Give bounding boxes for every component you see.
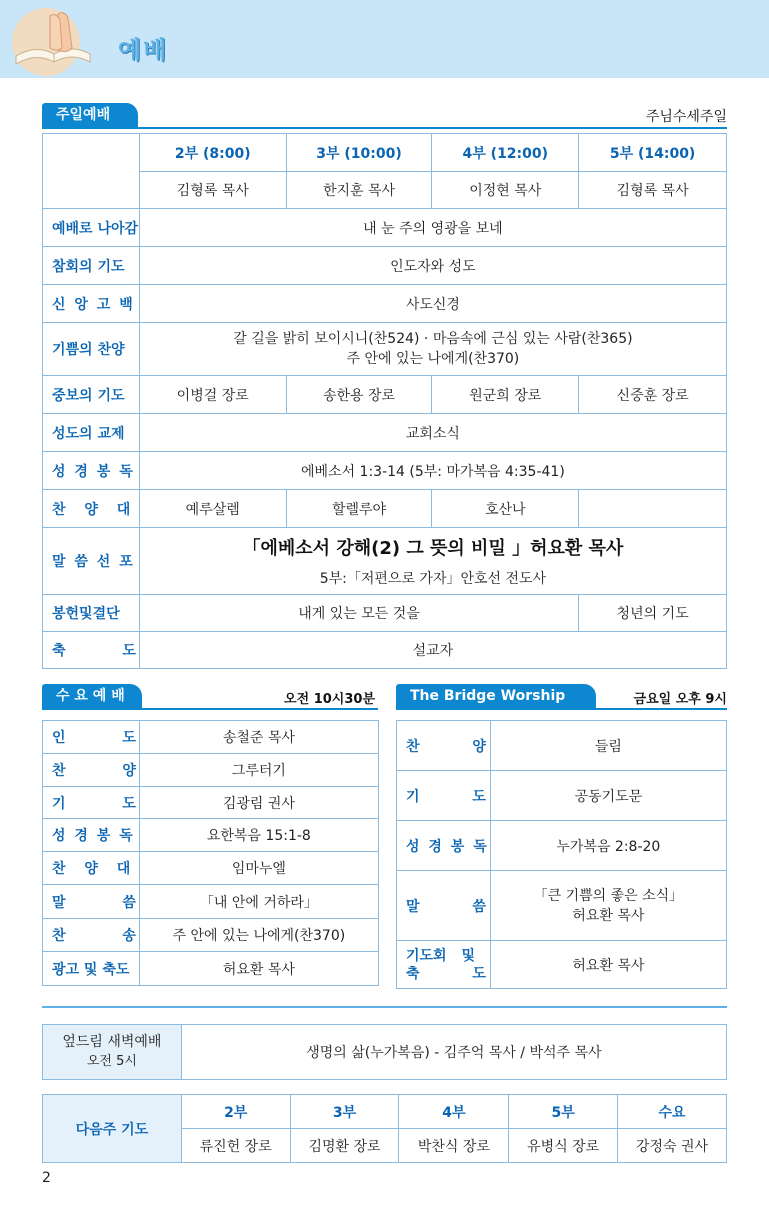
intercessor: 송한용 장로 (286, 376, 432, 414)
intercessor: 신중훈 장로 (579, 376, 727, 414)
bridge-table (396, 720, 727, 989)
row-label: 신 앙 고 백 (43, 285, 140, 323)
row-label: 예배로 나아감 (43, 209, 140, 247)
row-value: 허요환 목사 (490, 941, 726, 989)
row-label: 기쁨의 찬양 (43, 323, 140, 376)
dawn-time: 오전 5시 (86, 1054, 137, 1069)
sermon-cell (139, 528, 726, 595)
row-value: 그루터기 (139, 754, 378, 787)
row-value: 김광림 권사 (139, 787, 378, 819)
nextweek-header: 4부 (399, 1095, 509, 1129)
nextweek-header: 2부 (181, 1095, 290, 1129)
row-label: 축 도 (43, 632, 140, 669)
nextweek-header: 5부 (509, 1095, 618, 1129)
wednesday-tab: 수 요 예 배 (42, 684, 142, 708)
row-value: 에베소서 1:3-14 (5부: 마가복음 4:35-41) (139, 452, 726, 490)
section-divider (42, 1006, 727, 1008)
choir-name: 예루살렘 (139, 490, 286, 528)
dawn-value: 생명의 삶(누가복음) - 김주억 목사 / 박석주 목사 (181, 1025, 726, 1080)
row-value: 송철준 목사 (139, 721, 378, 754)
row-value: 주 안에 있는 나에게(찬370) (139, 919, 378, 952)
service-pastor: 한지훈 목사 (286, 172, 432, 209)
sermon-title: 「에베소서 강해(2) 그 뜻의 비밀 」허요환 목사 (242, 538, 624, 559)
service-name: 5부 (14:00) (579, 134, 727, 172)
service-name: 4부 (12:00) (432, 134, 579, 172)
row-value: 요한복음 15:1-8 (139, 819, 378, 852)
sunday-tab: 주일예배 (42, 103, 138, 127)
dawn-label-cell (43, 1025, 182, 1080)
sunday-subtitle: 주님수세주일 (645, 109, 727, 125)
row-value: 들림 (490, 721, 726, 771)
nextweek-header: 3부 (290, 1095, 399, 1129)
row-value: 청년의 기도 (579, 595, 727, 632)
bridge-tab: The Bridge Worship (396, 684, 596, 708)
row-label: 인 도 (43, 721, 140, 754)
hymn-line: 갈 길을 밝히 보이시니(찬524) · 마음속에 근심 있는 사람(찬365) (233, 331, 633, 347)
row-label: 중보의 기도 (43, 376, 140, 414)
row-label: 성 경 봉 독 (43, 819, 140, 852)
sermon-preacher: 허요환 목사 (572, 907, 645, 924)
wednesday-table (42, 720, 379, 986)
row-value: 허요환 목사 (139, 952, 378, 986)
empty-cell (579, 490, 727, 528)
row-label: 성 경 봉 독 (397, 821, 491, 871)
row-value (490, 871, 726, 941)
bridge-underline (396, 708, 727, 710)
row-label: 말 씀 (397, 871, 491, 941)
service-pastor: 김형록 목사 (139, 172, 286, 209)
wednesday-time: 오전 10시30분 (284, 692, 375, 707)
intercessor: 이병걸 장로 (139, 376, 286, 414)
sunday-table (42, 133, 727, 669)
row-value: 교회소식 (139, 414, 726, 452)
row-value: 공동기도문 (490, 771, 726, 821)
row-label: 찬 송 (43, 919, 140, 952)
row-value: 임마누엘 (139, 852, 378, 885)
service-pastor: 김형록 목사 (579, 172, 727, 209)
page-number: 2 (42, 1170, 51, 1186)
dawn-label: 엎드림 새벽예배 (62, 1034, 162, 1050)
row-label (397, 941, 491, 989)
row-value: 인도자와 성도 (139, 247, 726, 285)
intercessor: 원군희 장로 (432, 376, 579, 414)
row-value: 내게 있는 모든 것을 (139, 595, 578, 632)
row-value: 사도신경 (139, 285, 726, 323)
row-label: 성도의 교제 (43, 414, 140, 452)
wednesday-underline (42, 708, 378, 710)
row-value: 「내 안에 거하라」 (139, 885, 378, 919)
sermon-sub: 5부:「저편으로 가자」안호선 전도사 (319, 571, 547, 587)
row-label: 성 경 봉 독 (43, 452, 140, 490)
service-name: 3부 (10:00) (286, 134, 432, 172)
row-value (139, 323, 726, 376)
nextweek-name: 유병식 장로 (509, 1129, 618, 1163)
page-title: 예배 (118, 36, 169, 64)
choir-name: 할렐루야 (286, 490, 432, 528)
nextweek-header: 수요 (618, 1095, 727, 1129)
choir-name: 호산나 (432, 490, 579, 528)
nextweek-table (42, 1094, 727, 1163)
nextweek-label: 다음주 기도 (43, 1095, 182, 1163)
nextweek-name: 류진헌 장로 (181, 1129, 290, 1163)
row-label: 봉헌및결단 (43, 595, 140, 632)
service-pastor: 이정현 목사 (432, 172, 579, 209)
row-label: 찬 양 (43, 754, 140, 787)
row-value: 누가복음 2:8-20 (490, 821, 726, 871)
service-name: 2부 (8:00) (139, 134, 286, 172)
row-label: 찬 양 대 (43, 852, 140, 885)
row-label: 기 도 (397, 771, 491, 821)
row-label: 광고 및 축도 (43, 952, 140, 986)
row-value: 설교자 (139, 632, 726, 669)
label-line: 기도회 및 (406, 947, 475, 964)
label-line: 축 도 (406, 965, 486, 982)
dawn-table (42, 1024, 727, 1080)
sermon-title: 「큰 기쁨의 좋은 소식」 (533, 887, 684, 904)
row-label: 찬 양 (397, 721, 491, 771)
row-label: 말 씀 (43, 885, 140, 919)
sunday-underline (42, 127, 727, 129)
row-label: 기 도 (43, 787, 140, 819)
nextweek-name: 박찬식 장로 (399, 1129, 509, 1163)
corner-cell (43, 134, 140, 209)
row-label: 말 씀 선 포 (43, 528, 140, 595)
row-label: 찬 양 대 (43, 490, 140, 528)
nextweek-name: 강정숙 권사 (618, 1129, 727, 1163)
bridge-time: 금요일 오후 9시 (633, 692, 727, 707)
praying-hands-bible-icon (6, 4, 98, 76)
row-value: 내 눈 주의 영광을 보네 (139, 209, 726, 247)
hymn-line: 주 안에 있는 나에게(찬370) (346, 351, 520, 367)
row-label: 참회의 기도 (43, 247, 140, 285)
nextweek-name: 김명환 장로 (290, 1129, 399, 1163)
header-band (0, 0, 769, 78)
